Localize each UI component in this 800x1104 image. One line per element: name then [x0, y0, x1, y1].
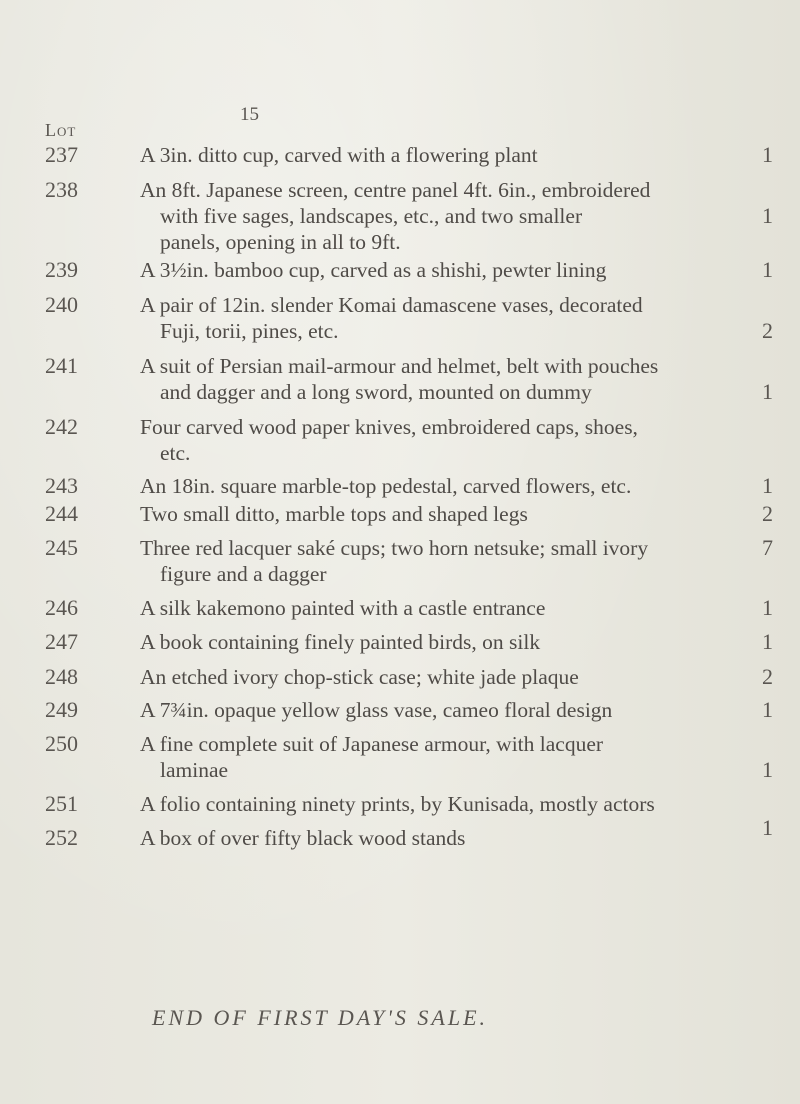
- lot-number: 246: [45, 595, 78, 620]
- lot-description: An 18in. square marble-top pedestal, carved flowers, etc.: [140, 474, 632, 498]
- lot-description: A pair of 12in. slender Komai damascene vases, decorated Fuji, torii, pines, etc.: [140, 293, 643, 343]
- lot-description: A 7¾in. opaque yellow glass vase, cameo floral design: [140, 698, 613, 722]
- lot-quantity: 1: [762, 697, 773, 722]
- lot-quantity: 1: [762, 629, 773, 654]
- lot-quantity: 1: [762, 473, 773, 498]
- lot-quantity: 1: [762, 815, 773, 840]
- lot-number: 252: [45, 825, 78, 850]
- lot-description: A box of over fifty black wood stands: [140, 826, 466, 850]
- lot-number: 240: [45, 292, 78, 317]
- lot-quantity: 2: [762, 664, 773, 689]
- lot-number: 249: [45, 697, 78, 722]
- lot-description: A 3in. ditto cup, carved with a flowering plant: [140, 143, 538, 167]
- lot-description: Three red lacquer saké cups; two horn netsuke; small ivory figure and a dagger: [140, 536, 649, 586]
- lot-number: 237: [45, 142, 78, 167]
- lot-quantity: 2: [762, 318, 773, 343]
- lot-number: 247: [45, 629, 78, 654]
- page-number: 15: [240, 104, 259, 125]
- lot-column-heading: Lot: [45, 120, 77, 140]
- lot-description: A fine complete suit of Japanese armour, with lacquer laminae: [140, 732, 604, 782]
- lot-description: A book containing finely painted birds, on silk: [140, 630, 541, 654]
- lot-quantity: 1: [762, 203, 773, 228]
- lot-description: A 3½in. bamboo cup, carved as a shishi, pewter lining: [140, 258, 607, 282]
- lot-description: Two small ditto, marble tops and shaped legs: [140, 502, 528, 526]
- lot-number: 250: [45, 731, 78, 756]
- lot-number: 244: [45, 501, 78, 526]
- lot-quantity: 1: [762, 142, 773, 167]
- lot-description: An 8ft. Japanese screen, centre panel 4ft. 6in., embroidered with five sages, landscapes, etc., and two smaller panels, opening in all to 9ft.: [140, 178, 651, 254]
- lot-description: A folio containing ninety prints, by Kunisada, mostly actors: [140, 792, 655, 816]
- lot-description: Four carved wood paper knives, embroidered caps, shoes, etc.: [140, 415, 638, 465]
- lot-quantity: 1: [762, 757, 773, 782]
- end-of-sale-notice: END OF FIRST DAY'S SALE.: [152, 1005, 489, 1030]
- lot-quantity: 7: [762, 535, 773, 560]
- lot-number: 243: [45, 473, 78, 498]
- lot-number: 248: [45, 664, 78, 689]
- lot-quantity: 1: [762, 379, 773, 404]
- lot-number: 239: [45, 257, 78, 282]
- lot-quantity: 2: [762, 501, 773, 526]
- lot-description: A silk kakemono painted with a castle entrance: [140, 596, 546, 620]
- lot-number: 241: [45, 353, 78, 378]
- lot-number: 238: [45, 177, 78, 202]
- lot-quantity: 1: [762, 257, 773, 282]
- lot-description: An etched ivory chop-stick case; white jade plaque: [140, 665, 579, 689]
- lot-number: 251: [45, 791, 78, 816]
- lot-number: 245: [45, 535, 78, 560]
- lot-quantity: 1: [762, 595, 773, 620]
- lot-description: A suit of Persian mail-armour and helmet, belt with pouches and dagger and a long sword, mounted on dummy: [140, 354, 659, 404]
- lot-number: 242: [45, 414, 78, 439]
